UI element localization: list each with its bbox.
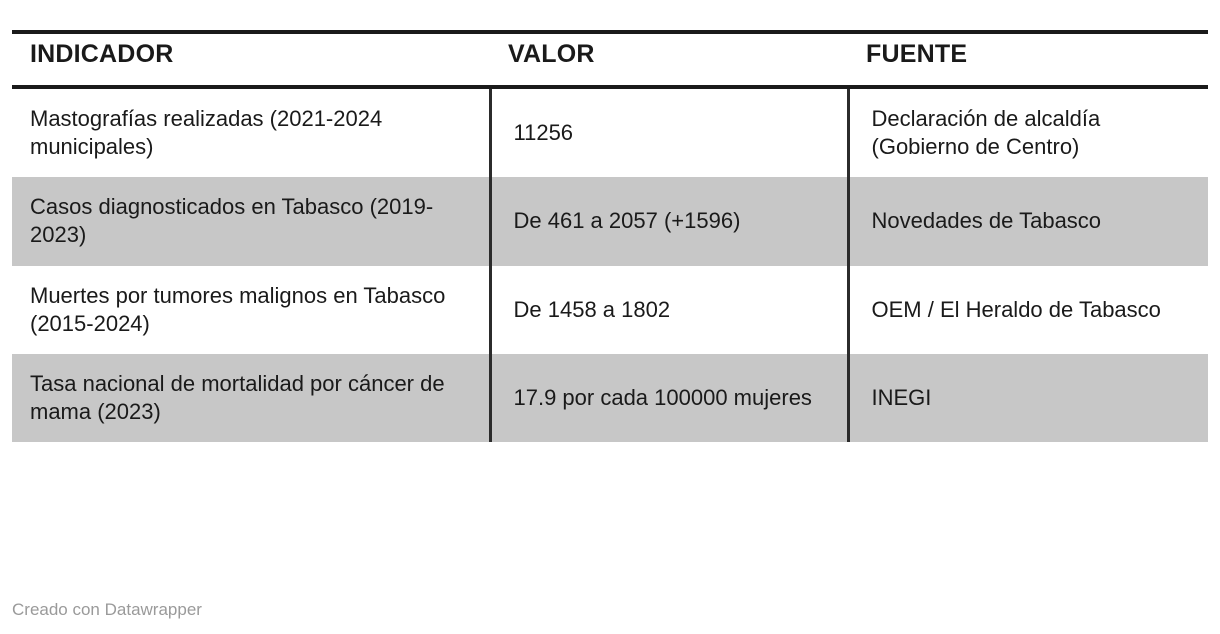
- column-header-valor[interactable]: VALOR: [490, 32, 848, 87]
- cell-valor: 17.9 por cada 100000 mujeres: [490, 354, 848, 442]
- cell-valor: 11256: [490, 87, 848, 177]
- table-row: [12, 177, 1208, 265]
- table-header: [12, 32, 1208, 87]
- cell-fuente: Novedades de Tabasco: [848, 177, 1208, 265]
- cell-fuente: OEM / El Heraldo de Tabasco: [848, 266, 1208, 354]
- data-table: [12, 30, 1208, 442]
- cell-valor: De 461 a 2057 (+1596): [490, 177, 848, 265]
- cell-indicador: Muertes por tumores malignos en Tabasco (2015-2024): [12, 266, 490, 354]
- table-row: [12, 354, 1208, 442]
- table-chart-container: [0, 30, 1220, 634]
- column-header-fuente[interactable]: FUENTE: [848, 32, 1208, 87]
- table-row: [12, 87, 1208, 177]
- cell-indicador: Mastografías realizadas (2021-2024 municipales): [12, 87, 490, 177]
- table-header-row: [12, 32, 1208, 87]
- cell-indicador: Tasa nacional de mortalidad por cáncer de mama (2023): [12, 354, 490, 442]
- cell-valor: De 1458 a 1802: [490, 266, 848, 354]
- cell-fuente: INEGI: [848, 354, 1208, 442]
- table-row: [12, 266, 1208, 354]
- table-body: [12, 87, 1208, 442]
- datawrapper-credit[interactable]: Creado con Datawrapper: [12, 600, 202, 619]
- column-header-indicador[interactable]: INDICADOR: [12, 32, 490, 87]
- cell-fuente: Declaración de alcaldía (Gobierno de Centro): [848, 87, 1208, 177]
- cell-indicador: Casos diagnosticados en Tabasco (2019-2023): [12, 177, 490, 265]
